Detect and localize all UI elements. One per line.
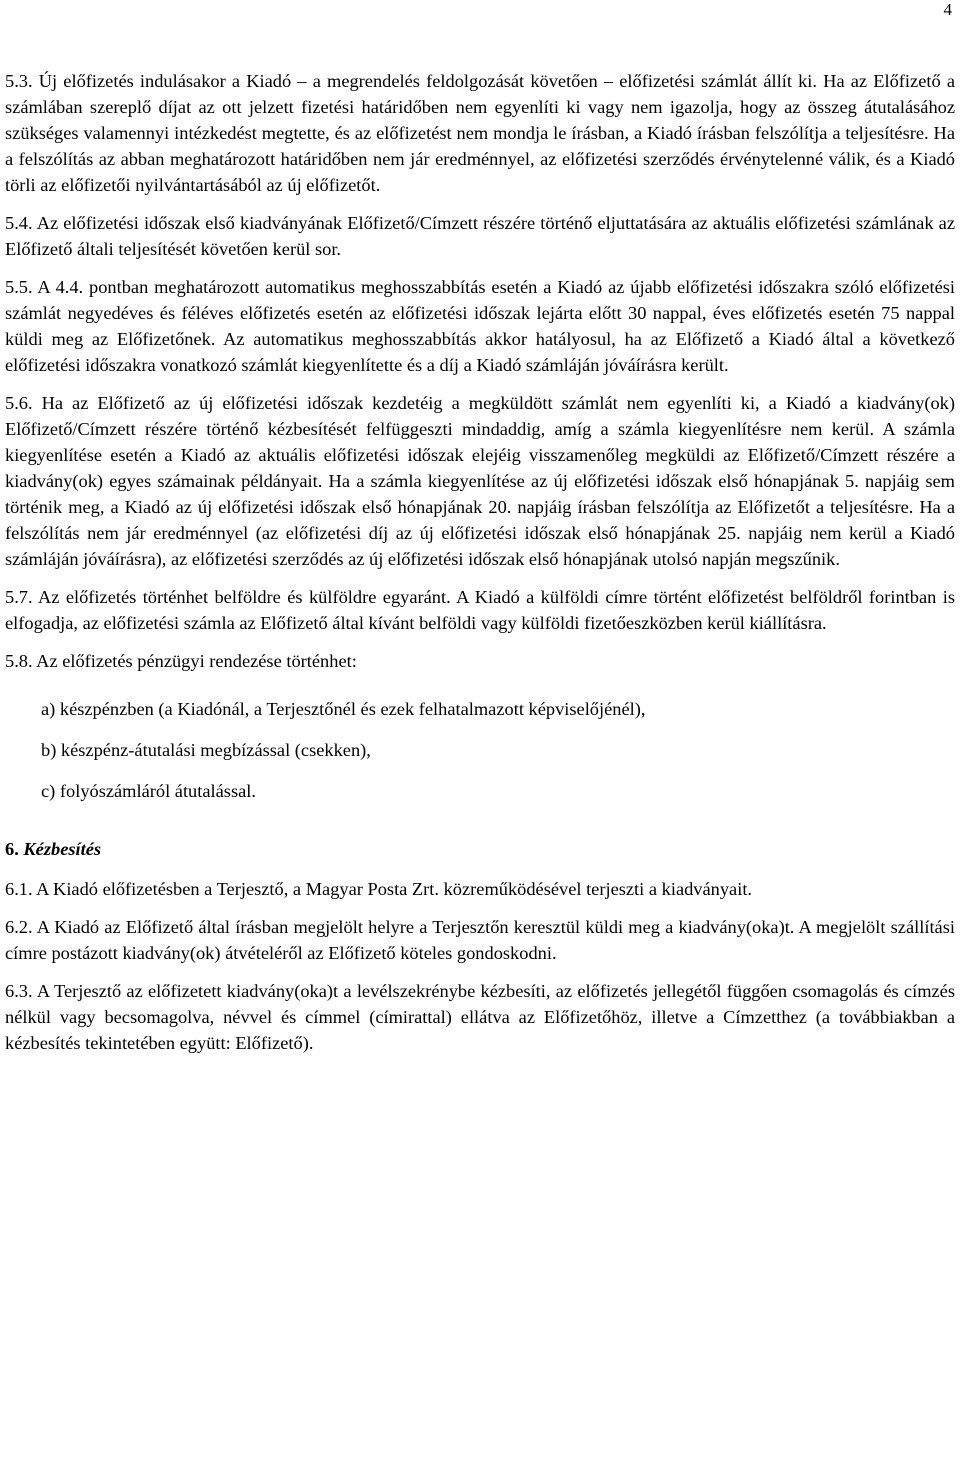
section-5-5: 5.5. A 4.4. pontban meghatározott automatikus meghosszabbítás esetén a Kiadó az újabb előfizetési időszakra szóló előfizetési számlát negyedéves és féléves előfizetés esetén az előfizetési időszak lejárta előtt 30 nappal, éves előfizetés esetén 75 nappal küldi meg az Előfizetőnek. Az automatikus meghosszabbítás akkor hatályosul, ha az Előfizető a Kiadó által a következő előfizetési időszakra vonatkozó számlát kiegyenlítette és a díj a Kiadó számláján jóváírásra került. — [5, 277, 955, 375]
section-5-3: 5.3. Új előfizetés indulásakor a Kiadó – a megrendelés feldolgozását követően – előfizetési számlát állít ki. Ha az Előfizető a számlában szereplő díjat az ott jelzett fizetési határidőben nem egyenlíti ki vagy nem igazolja, hogy az összeg átutalásához szükséges valamennyi intézkedést megtette, és az előfizetést nem mondja le írásban, a Kiadó írásban felszólítja a teljesítésre. Ha a felszólítás az abban meghatározott határidőben nem jár eredménnyel, az előfizetési szerződés érvénytelenné válik, és a Kiadó törli az előfizetői nyilvántartásából az új előfizetőt. — [5, 71, 955, 195]
heading-title: Kézbesítés — [23, 839, 102, 859]
section-5-6: 5.6. Ha az Előfizető az új előfizetési időszak kezdetéig a megküldött számlát nem egyenlíti ki, a Kiadó a kiadvány(ok) Előfizető/Címzett részére történő kézbesítését felfüggeszti mindaddig, amíg a számla kiegyenlítésre nem kerül. A számla kiegyenlítése esetén a Kiadó az aktuális előfizetési időszak elejéig visszamenőleg megküldi az Előfizető/Címzett részére a kiadvány(ok) egyes számainak példányait. Ha a számla kiegyenlítése az új előfizetési időszak első hónapjának 5. napjáig sem történik meg, a Kiadó az új előfizetési időszak első hónapjának 20. napjáig írásban felszólítja az Előfizetőt a teljesítésre. Ha a felszólítás nem jár eredménnyel (az előfizetési díj az új előfizetési időszak első hónapjának 25. napjáig nem kerül a Kiadó számláján jóváírásra), az előfizetési szerződés az új előfizetési időszak első hónapjának utolsó napján megszűnik. — [5, 393, 955, 569]
section-5-4: 5.4. Az előfizetési időszak első kiadványának Előfizető/Címzett részére történő eljuttatására az aktuális előfizetési számlának az Előfizető általi teljesítését követően kerül sor. — [5, 213, 955, 259]
payment-option-cash: a) készpénzben (a Kiadónál, a Terjesztőnél és ezek felhatalmazott képviselőjénél), — [41, 699, 646, 719]
section-5-7: 5.7. Az előfizetés történhet belföldre és külföldre egyaránt. A Kiadó a külföldi címre történt előfizetést belföldről forintban is elfogadja, az előfizetési számla az Előfizető által kívánt belföldi vagy külföldi fizetőeszközben kerül kiállításra. — [5, 587, 955, 633]
section-6-3: 6.3. A Terjesztő az előfizetett kiadvány(oka)t a levélszekrénybe kézbesíti, az előfizetés jellegétől függően csomagolás és címzés nélkül vagy becsomagolva, névvel és címmel (címirattal) ellátva az Előfizetőhöz, illetve a Címzetthez (a továbbiakban a kézbesítés tekintetében együtt: Előfizető). — [5, 981, 955, 1053]
heading-number: 6. — [5, 839, 19, 859]
section-5-8: 5.8. Az előfizetés pénzügyi rendezése történhet: — [5, 651, 357, 671]
section-6-1: 6.1. A Kiadó előfizetésben a Terjesztő, a Magyar Posta Zrt. közreműködésével terjeszti a kiadványait. — [5, 879, 753, 899]
document-body — [5, 68, 955, 1068]
payment-option-cheque: b) készpénz-átutalási megbízással (csekken), — [41, 740, 371, 760]
payment-option-transfer: c) folyószámláról átutalással. — [41, 781, 256, 801]
payment-options-list — [5, 696, 955, 804]
section-heading-6 — [5, 836, 955, 862]
page-number: 4 — [943, 0, 952, 19]
section-6-2: 6.2. A Kiadó az Előfizető által írásban megjelölt helyre a Terjesztőn keresztül küldi meg a kiadvány(oka)t. A megjelölt szállítási címre postázott kiadvány(ok) átvételéről az Előfizető köteles gondoskodni. — [5, 917, 955, 963]
